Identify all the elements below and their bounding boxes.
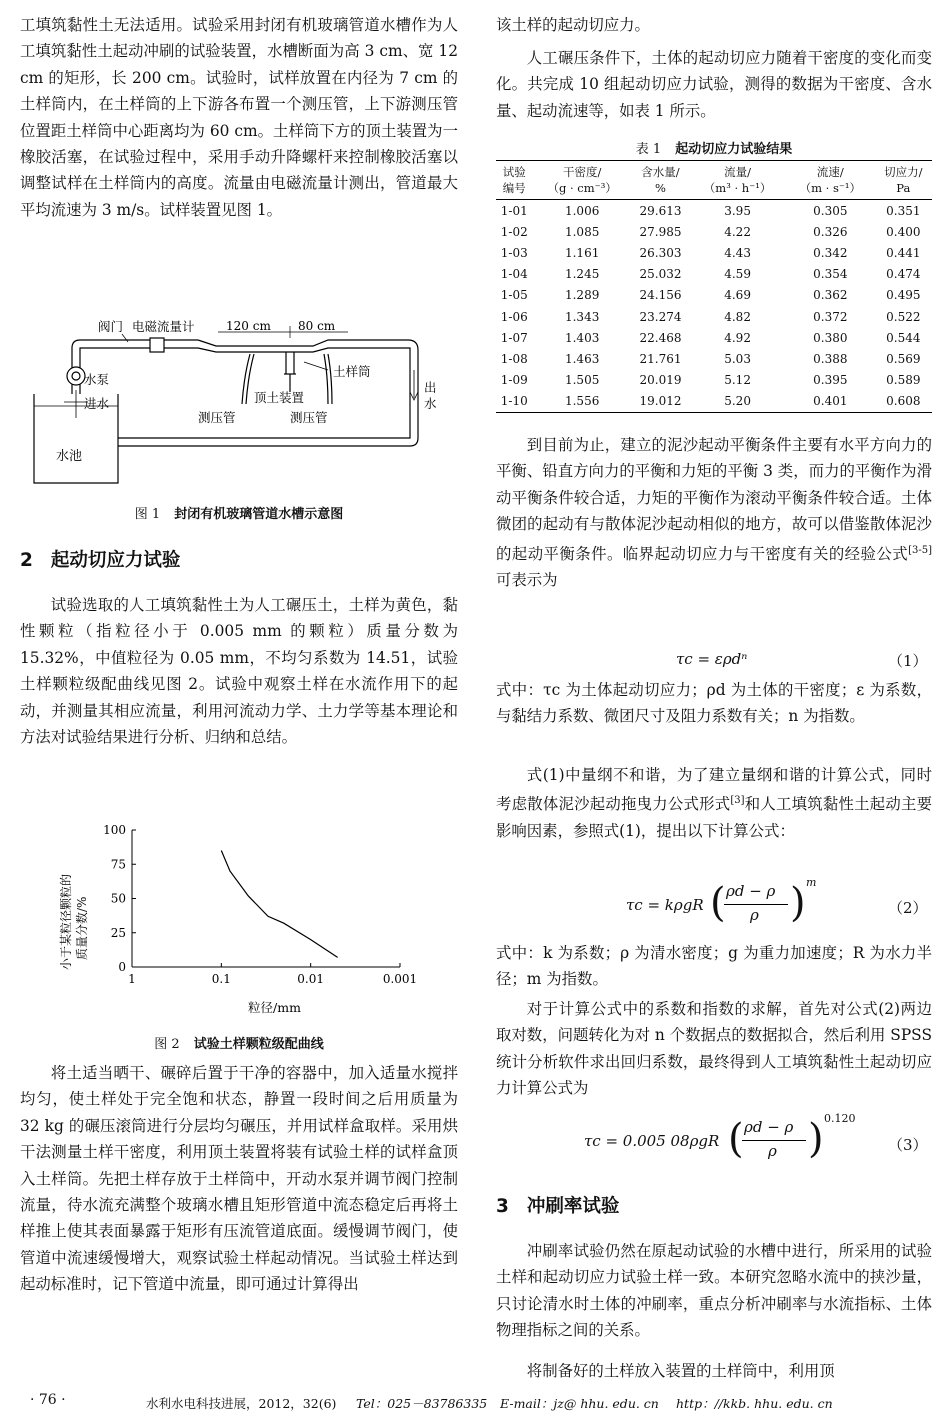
table-row — [496, 348, 932, 369]
table-cell: 0.380 — [813, 330, 848, 345]
table-header-line: （m³ · h⁻¹） — [703, 181, 772, 195]
table-cell: 0.589 — [886, 373, 921, 388]
table-cell: 4.82 — [724, 309, 751, 324]
footer-journal: 水利水电科技进展，2012，32(6) — [146, 1396, 337, 1411]
table-row — [496, 370, 932, 391]
table-cell: 24.156 — [639, 288, 682, 303]
equation-3-number: （3） — [888, 1136, 928, 1154]
table-cell: 25.032 — [639, 267, 682, 282]
table-cell: 3.95 — [724, 203, 751, 218]
table-header-line: 切应力/ — [884, 165, 923, 179]
table-cell: 5.20 — [689, 391, 786, 413]
y-tick-label: 100 — [103, 823, 126, 837]
fig1-label-pump: 水泵 — [84, 372, 110, 387]
left-paragraph-2: 试验选取的人工填筑黏性土为人工碾压土，土样为黄色，黏性颗粒（指粒径小于 0.005 mm 的颗粒）质量分数为 15.32%，中值粒径为 0.05 mm，不均匀系数为 14.51，试验土样颗粒级配曲线见图 2。试验中观察土样在水流作用下的起动，并测量其相应流量，利用河流动力学、土力学等基本理论和方法对试验结果进行分析、归纳和总结。 — [20, 596, 458, 747]
figure-2-chart — [56, 820, 436, 1020]
right-paragraph-5 — [496, 762, 932, 844]
fig1-label-piezo-2: 测压管 — [290, 410, 328, 425]
equation-3-exponent: 0.120 — [824, 1112, 856, 1125]
table-cell: 1.556 — [533, 391, 632, 413]
right-paragraph-9: 将制备好的土样放入装置的土样筒中，利用顶 — [526, 1362, 835, 1380]
right-paragraph-7: 对于计算公式中的系数和指数的求解，首先对公式(2)两边取对数，问题转化为对 n 个数据点的数据拟合，然后利用 SPSS 统计分析软件求出回归系数，最终得到人工填筑黏性土起动切应力计算公式为 — [496, 1000, 932, 1098]
table-cell: 27.985 — [639, 224, 682, 239]
right-paragraph-1: 该土样的起动切应力。 — [496, 16, 650, 34]
fig2-ylabel-2: 质量分数/% — [75, 896, 89, 960]
equation-3-left: τc = 0.005 08ρgR — [584, 1132, 720, 1150]
figure-2-caption-text: 试验土样颗粒级配曲线 — [193, 1037, 324, 1052]
equation-3-denominator: ρ — [768, 1142, 777, 1160]
fig1-label-valve: 阀门 — [98, 319, 124, 334]
table-header-line: （g · cm⁻³） — [547, 181, 617, 195]
table-cell: 1.463 — [564, 351, 600, 366]
x-tick-label: 1 — [128, 972, 136, 986]
table-header-line: Pa — [896, 181, 911, 195]
table-cell: 0.544 — [886, 330, 921, 345]
table-cell: 1.289 — [564, 288, 600, 303]
section-3-title: 冲刷率试验 — [526, 1196, 620, 1217]
right-paragraph-8: 冲刷率试验仍然在原起动试验的水槽中进行，所采用的试验土样和起动切应力试验土样一致。本研究忽略水流中的挟沙量，只讨论清水时土体的冲刷率，重点分析冲刷率与水流指标、土体物理指标之间的关系。 — [496, 1242, 932, 1340]
table-cell: 1-10 — [496, 391, 533, 413]
table-header-line: 含水量/ — [641, 165, 680, 179]
grading-curve-line — [221, 851, 337, 958]
fig1-label-pool: 水池 — [56, 449, 83, 464]
section-2-number: 2 — [20, 550, 33, 571]
table-cell: 0.326 — [813, 224, 848, 239]
equation-2-paren-close: ) — [790, 880, 806, 926]
footer-tel: Tel：025－83786335 — [356, 1396, 488, 1411]
citation-3: [3] — [730, 795, 745, 807]
equation-2-exponent: m — [806, 876, 817, 889]
left-paragraph-1: 工填筑黏性土无法适用。试验采用封闭有机玻璃管道水槽作为人工填筑黏性土起动冲刷的试验装置，水槽断面为高 3 cm、宽 12 cm 的矩形，长 200 cm。试验时，试样放置在内径为 7 cm 的土样筒内，在土样筒的上下游各布置一个测压管，上下游测压管位置距土样筒中心距离均为 60 cm。土样筒下方的顶土装置为一橡胶活塞，在试验过程中，采用手动升降螺杆来控制橡胶活塞以调整试样在土样筒内的高度。流量由电磁流量计测出，管道最大平均流速为 3 m/s。试样装置见图 1。 — [20, 16, 458, 219]
table-cell: 0.305 — [813, 203, 848, 218]
fig1-label-inflow: 进水 — [84, 396, 110, 411]
table-header-1 — [533, 161, 632, 200]
right-paragraph-3-tail: 可表示为 — [496, 571, 558, 590]
table-cell: 4.69 — [724, 288, 751, 303]
table-cell: 5.12 — [724, 373, 751, 388]
table-cell: 1-08 — [500, 351, 528, 366]
table-header-0 — [496, 161, 533, 200]
section-3-number: 3 — [496, 1196, 509, 1217]
table-header-line: 流量/ — [724, 165, 752, 179]
fig1-label-sample-tube: 土样筒 — [333, 364, 371, 379]
table-row — [496, 242, 932, 263]
equation-1: τc = ερdⁿ — [676, 650, 748, 668]
table-header-2 — [632, 161, 689, 200]
table-row — [496, 200, 932, 222]
table-cell: 0.441 — [886, 245, 921, 260]
table-header-line: 干密度/ — [562, 165, 602, 179]
right-paragraph-5-tail: 和人工填筑黏性土起动主要影响因素，参照式(1)，提出以下计算公式： — [496, 795, 932, 840]
figure-2-caption — [20, 1033, 458, 1052]
table-header-line: 编号 — [502, 181, 526, 195]
table-header-line: 流速/ — [816, 165, 844, 179]
y-tick-label: 50 — [110, 891, 126, 906]
table-cell: 4.43 — [724, 245, 751, 260]
fig1-label-len1: 120 cm — [226, 319, 271, 333]
fig1-label-len2: 80 cm — [298, 319, 336, 333]
equation-2-left: τc = kρgR — [626, 896, 704, 914]
y-tick-label: 75 — [110, 857, 126, 872]
table-cell: 0.569 — [886, 351, 921, 366]
table-cell: 29.613 — [639, 203, 682, 218]
equation-3-numerator: ρd − ρ — [744, 1118, 794, 1136]
table-row — [496, 391, 932, 413]
table-cell: 0.372 — [813, 309, 848, 324]
table-cell: 5.03 — [724, 351, 751, 366]
fig2-xlabel: 粒径/mm — [248, 1000, 301, 1015]
fig1-label-piezo-1: 测压管 — [198, 410, 236, 425]
right-paragraph-5-text: 式(1)中量纲不和谐，为了建立量纲和谐的计算公式，同时考虑散体泥沙起动拖曳力公式形式 — [496, 766, 932, 814]
table-cell: 19.012 — [632, 391, 689, 413]
section-3-heading — [496, 1192, 619, 1218]
table-cell: 0.522 — [886, 309, 921, 324]
figure-1-caption — [20, 503, 458, 522]
footer-page-number: · 76 · — [30, 1392, 66, 1408]
section-2-title: 起动切应力试验 — [50, 550, 181, 571]
table-cell: 21.761 — [639, 351, 682, 366]
table-cell: 4.92 — [724, 330, 751, 345]
fig1-label-outflow-1: 出 — [424, 380, 437, 395]
equation-2-numerator: ρd − ρ — [726, 882, 776, 900]
table-cell: 0.495 — [886, 288, 921, 303]
table-row — [496, 306, 932, 327]
right-paragraph-3 — [496, 432, 932, 594]
x-tick-label: 0.01 — [297, 972, 325, 986]
equation-2-fraction-bar — [724, 904, 788, 905]
y-tick-label: 0 — [118, 960, 126, 974]
table-cell: 26.303 — [639, 245, 682, 260]
table-cell: 4.59 — [724, 267, 751, 282]
right-paragraph-2: 人工碾压条件下，土体的起动切应力随着干密度的变化而变化。共完成 10 组起动切应力试验，测得的数据为干密度、含水量、起动流速等，如表 1 所示。 — [496, 49, 932, 120]
equation-3-paren-open: ( — [728, 1116, 744, 1162]
fig1-label-outflow-2: 水 — [424, 396, 437, 411]
table-cell: 1-09 — [500, 373, 528, 388]
table-cell: 1.006 — [564, 203, 600, 218]
x-tick-label: 0.1 — [211, 972, 231, 986]
results-table — [496, 160, 932, 413]
fig1-label-flowmeter: 电磁流量计 — [132, 319, 195, 334]
fig1-label-jack: 顶土装置 — [254, 390, 305, 405]
equation-2-paren-open: ( — [710, 880, 726, 926]
table-header-line: % — [655, 181, 666, 195]
table-row — [496, 285, 932, 306]
table-cell: 1.403 — [564, 330, 600, 345]
y-tick-label: 25 — [110, 925, 126, 940]
figure-1-diagram — [28, 318, 458, 490]
table-cell: 1-04 — [500, 267, 528, 282]
table-cell: 1-01 — [500, 203, 528, 218]
table-cell: 0.401 — [786, 391, 875, 413]
section-2-heading — [20, 546, 180, 572]
table-cell: 4.22 — [724, 224, 751, 239]
table-cell: 22.468 — [639, 330, 682, 345]
table-header-line: （m · s⁻¹） — [799, 181, 862, 195]
equation-3-paren-close: ) — [808, 1116, 824, 1162]
footer-url: http：//kkb. hhu. edu. cn — [676, 1396, 833, 1411]
right-paragraph-6: 式中：k 为系数；ρ 为清水密度；g 为重力加速度；R 为水力半径；m 为指数。 — [496, 944, 932, 989]
table-1-caption-label: 表 1 — [635, 142, 662, 157]
citation-3-5: [3-5] — [908, 544, 932, 556]
equation-3-fraction-bar — [742, 1140, 806, 1141]
equation-2-denominator: ρ — [750, 906, 759, 924]
footer-email: E-mail：jz@ hhu. edu. cn — [500, 1396, 659, 1411]
fig2-ylabel-1: 小于某粒径颗粒的 — [59, 873, 73, 970]
table-cell: 0.388 — [813, 351, 848, 366]
table-cell: 0.395 — [813, 373, 848, 388]
table-row — [496, 327, 932, 348]
right-paragraph-3-text: 到目前为止，建立的泥沙起动平衡条件主要有水平方向力的平衡、铅直方向力的平衡和力矩的平衡 3 类，而力的平衡作为滑动平衡条件较合适，力矩的平衡作为滚动平衡条件较合适。土体微团的起动有与散体泥沙起动相似的地方，故可以借鉴散体泥沙的起动平衡条件。临界起动切应力与干密度有关的经验公式 — [496, 436, 932, 563]
x-tick-label: 0.001 — [382, 972, 418, 986]
table-cell: 1-03 — [500, 245, 528, 260]
figure-1-caption-label: 图 1 — [134, 507, 161, 522]
left-paragraph-3: 将土适当晒干、碾碎后置于干净的容器中，加入适量水搅拌均匀，使土样处于完全饱和状态，静置一段时间之后用质量为 32 kg 的碾压滚筒进行分层均匀碾压，并用试样盒取样。采用烘干法测量土样干密度，利用顶土装置将装有试验土样的试样盒顶入土样筒。先把土样存放于土样筒中，开动水泵并调节阀门控制流量，待水流充满整个玻璃水槽且矩形管道中流态稳定后再将土样推上使其表面暴露于矩形有压流管道底面。缓慢调节阀门，使管道中流速缓慢增大，观察试验土样起动情况。当试验土样达到起动标准时，记下管道中流量，即可通过计算得出 — [20, 1064, 458, 1294]
table-cell: 0.362 — [813, 288, 848, 303]
table-row — [496, 264, 932, 285]
table-cell: 0.342 — [813, 245, 848, 260]
table-cell: 0.400 — [886, 224, 921, 239]
table-cell: 1-02 — [500, 224, 528, 239]
table-1-caption-text: 起动切应力试验结果 — [675, 142, 793, 157]
table-cell: 20.019 — [639, 373, 682, 388]
equation-1-number: （1） — [888, 652, 928, 670]
table-cell: 1-06 — [500, 309, 528, 324]
figure-2-caption-label: 图 2 — [154, 1037, 180, 1052]
table-cell: 23.274 — [639, 309, 682, 324]
table-cell: 1.085 — [564, 224, 600, 239]
table-cell: 1.245 — [564, 267, 600, 282]
table-row — [496, 221, 932, 242]
table-cell: 0.474 — [886, 267, 921, 282]
table-header-4 — [786, 161, 875, 200]
table-cell: 1.343 — [564, 309, 600, 324]
right-paragraph-4: 式中：τc 为土体起动切应力；ρd 为土体的干密度；ε 为系数，与黏结力系数、微团尺寸及阻力系数有关；n 为指数。 — [496, 681, 932, 726]
table-cell: 0.351 — [886, 203, 921, 218]
table-cell: 1.505 — [564, 373, 600, 388]
figure-1-caption-text: 封闭有机玻璃管道水槽示意图 — [174, 507, 344, 522]
table-header-5 — [875, 161, 932, 200]
table-cell: 1-05 — [500, 288, 528, 303]
table-1-caption — [496, 138, 932, 157]
table-cell: 0.608 — [875, 391, 932, 413]
table-cell: 0.354 — [813, 267, 848, 282]
table-header-3 — [689, 161, 786, 200]
equation-2-number: （2） — [888, 899, 928, 917]
table-cell: 1-07 — [500, 330, 528, 345]
table-cell: 1.161 — [564, 245, 600, 260]
table-header-line: 试验 — [502, 165, 526, 179]
